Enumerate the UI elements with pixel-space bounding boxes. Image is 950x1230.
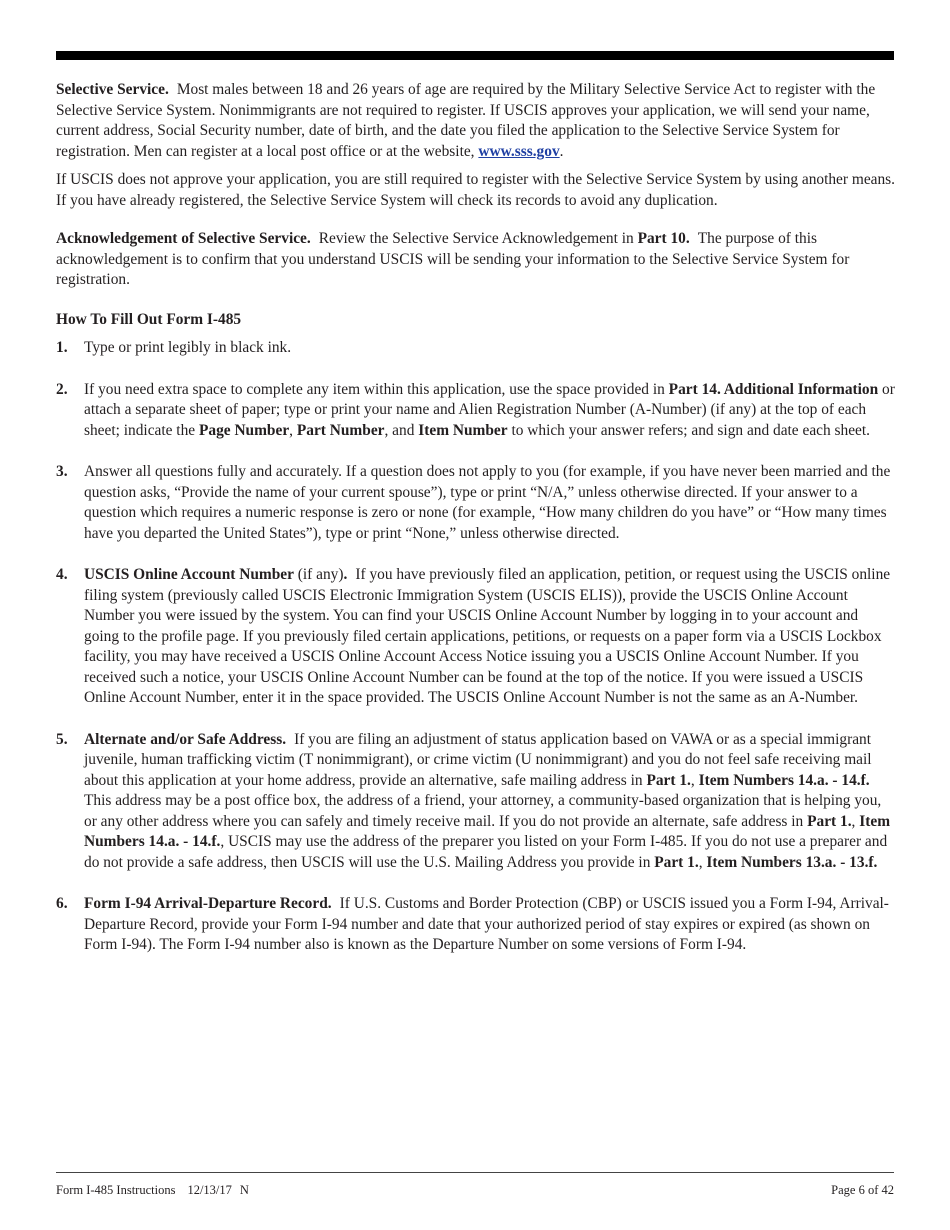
text-run: , USCIS may use the address of the preparer you listed on your Form I-485. If you do not use a preparer and do not provide a safe address, then USCIS will use the U.S. Mailing Address you provide in	[84, 833, 888, 871]
not-approve-paragraph: If USCIS does not approve your application, you are still required to register with the Selective Service System by using another means. If you have already registered, the Selective Service System will check its records to avoid any duplication.	[56, 171, 896, 209]
list-item-4	[56, 565, 896, 709]
part-number-ref: Part Number	[296, 421, 385, 439]
text-run: If you have previously filed an application, petition, or request using the USCIS online filing system (previously called USCIS Electronic Immigration System (USCIS ELIS)), provide the USCIS Online Account Number you were issued by the system. You can find your USCIS Online Account Number by logging in to your account and going to the profile page. If you previously filed certain applications, petitions, or requests on a paper form via a USCIS Lockbox facility, you may have received a USCIS Online Account Access Notice issuing you a USCIS Online Account Number. If you received such a notice, your USCIS Online Account Number can be found at the top of the notice. If you were issued a USCIS Online Account Number, enter it in the space provided. The USCIS Online Account Number is not the same as an A-Number.	[84, 566, 891, 706]
footer-page-number: Page 6 of 42	[831, 1183, 894, 1197]
text-run: .	[343, 566, 348, 583]
footer-form-info	[56, 1183, 249, 1198]
text-run: to which your answer refers; and sign and date each sheet.	[507, 421, 870, 439]
footer-date: 12/13/17	[187, 1183, 232, 1197]
item-number: 4.	[56, 566, 68, 583]
footer-edition: N	[239, 1183, 249, 1197]
text-run: This address may be a post office box, the address of a friend, your attorney, a community-based organization that is helping you, or any other address where you can safely and timely receive mail. If you do not provide an alternate, safe address in	[84, 792, 882, 830]
selective-service-text: Most males between 18 and 26 years of age are required by the Military Selective Service Act to register with the Selective Service System. Nonimmigrants are not required to register. If USCIS approves your application, we will send your name, current address, Social Security number, date of birth, and the date you filed the application to the Selective Service System for registration. Men can register at a local post office or at the website,	[56, 81, 876, 160]
part-ref: Part 1.	[807, 812, 852, 830]
item-text: Answer all questions fully and accurately. If a question does not apply to you (for example, if you have never been married and the question asks, “Provide the name of your current spouse”), type or print “N/A,” unless otherwise directed. If your answer to a question which requires a numeric response is zero or none (for example, “How many children do you have” or “How many times have you departed the United States”), type or print “None,” unless otherwise directed.	[84, 463, 891, 542]
item-numbers-ref: Item Numbers 14.a. - 14.f.	[84, 812, 891, 850]
text-run: If you are filing an adjustment of status application based on VAWA or as a special immigrant juvenile, human trafficking victim (T nonimmigrant), or crime victim (U nonimmigrant) and you do not feel safe receiving mail about this application at your home address, provide an alternative, safe mailing address in	[84, 730, 872, 789]
text-run: If you need extra space to complete any item within this application, use the space provided in	[84, 380, 669, 398]
sss-gov-link[interactable]: www.sss.gov	[478, 142, 560, 160]
list-item-5	[56, 730, 896, 874]
part-ref: Part 1.	[654, 853, 699, 871]
page-number-ref: Page Number	[198, 421, 290, 439]
item-text	[84, 730, 896, 874]
list-item-2	[56, 380, 896, 442]
item-text	[84, 565, 896, 709]
selective-service-paragraph	[56, 80, 896, 162]
text-run: If U.S. Customs and Border Protection (CBP) or USCIS issued you a Form I-94, Arrival-Departure Record, provide your Form I-94 number and date that your authorized period of stay expires or expired (as shown on Form I-94). The Form I-94 number also is known as the Departure Number on some versions of Form I-94.	[84, 895, 889, 953]
list-item-6	[56, 894, 896, 956]
document-body	[56, 80, 896, 956]
item-number-ref: Item Number	[418, 421, 508, 439]
item-numbers-ref: Item Numbers 14.a. - 14.f.	[698, 771, 870, 789]
text-run: ,	[690, 771, 699, 789]
selective-service-label: Selective Service.	[56, 81, 169, 98]
text-run: ,	[698, 853, 707, 871]
text-run: (if any)	[293, 566, 344, 583]
text-run: or attach a separate sheet of paper; type or print your name and Alien Registration Number (A-Number) (if any) at the top of each sheet; indicate the	[84, 380, 895, 439]
item-text	[84, 380, 896, 442]
header-rule	[56, 51, 894, 60]
item-label: Alternate and/or Safe Address.	[84, 730, 287, 748]
item-label: Form I-94 Arrival-Departure Record.	[84, 895, 332, 912]
item-number: 5.	[56, 730, 68, 748]
text-run: ,	[289, 421, 297, 439]
footer-rule	[56, 1172, 894, 1173]
text-run: , and	[384, 421, 419, 439]
acknowledgement-paragraph	[56, 229, 896, 291]
acknowledgement-text-2: The purpose of this acknowledgement is to confirm that you understand USCIS will be sending your information to the Selective Service System for registration.	[56, 230, 850, 288]
item-number: 2.	[56, 380, 68, 398]
text-run: ,	[851, 812, 860, 830]
list-item-3	[56, 462, 896, 544]
item-number: 1.	[56, 339, 68, 356]
item-text: Type or print legibly in black ink.	[84, 339, 292, 356]
item-number: 6.	[56, 895, 68, 912]
acknowledgement-text-1: Review the Selective Service Acknowledgement in	[318, 230, 638, 247]
item-text	[84, 894, 896, 956]
how-to-heading: How To Fill Out Form I-485	[56, 310, 242, 328]
acknowledgement-label: Acknowledgement of Selective Service.	[56, 230, 311, 247]
acknowledgement-part: Part 10.	[637, 230, 690, 247]
part-ref: Part 1.	[646, 771, 691, 789]
item-label: USCIS Online Account Number	[84, 566, 294, 583]
item-number: 3.	[56, 463, 68, 480]
item-numbers-ref: Item Numbers 13.a. - 13.f.	[706, 853, 878, 871]
part-ref: Part 14. Additional Information	[668, 380, 879, 398]
list-item-1	[56, 338, 896, 359]
selective-service-end: .	[559, 142, 564, 160]
footer-form-name: Form I-485 Instructions	[56, 1183, 176, 1197]
